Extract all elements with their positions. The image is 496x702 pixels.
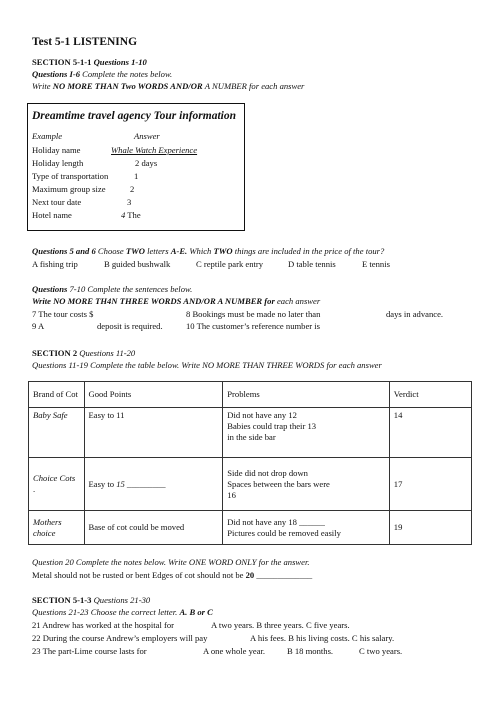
answer-label: Answer [134,131,160,141]
option-d: D table tennis [288,259,336,269]
good-cell [84,458,223,511]
problem-line: Side did not drop down [227,467,308,478]
q20-instruction: Question 20 Complete the notes below. Write ONE WORD ONLY for the answer. [32,557,310,567]
q1-6-word-limit [32,81,304,92]
brand-cell: Baby Safe [29,408,85,458]
example-label: Example [32,131,63,141]
good-blank: _________ [124,478,166,489]
hotel-number: 4 [121,210,126,220]
good-number: 15 [116,478,125,489]
q8-text-end: days in advance. [386,309,444,319]
q5-6-label: Questions 5 and 6 [32,246,96,256]
q23-option-a: A one whole year. [203,646,266,656]
header-problems: Problems [223,382,390,408]
option-e: E tennis [362,259,390,269]
option-b: B guided bushwalk [104,259,171,269]
section-2-heading [32,348,135,359]
q20-number: 20 [245,570,255,580]
problem-line: 16 [227,489,236,500]
q21-23-options: A. B or C [179,607,213,617]
q22-text: 22 During the course Andrew’s employers will pay [32,633,208,643]
q21-text: 21 Andrew has worked at the hospital for [32,620,175,630]
q21-options: A two years. B three years. C five years. [211,620,350,630]
q7-10-word-limit [32,296,320,307]
section-1-heading [32,57,147,68]
q7-10-label: Questions [32,284,68,294]
q23-option-c: C two years. [359,646,403,656]
holiday-length-label: Holiday length [32,158,84,168]
table-row [29,408,472,458]
problems-cell [223,408,390,458]
next-tour-value: 3 [127,197,132,207]
option-a: A fishing trip [32,259,78,269]
problem-line: Babies could trap their 13 [227,421,317,431]
q5-6-text-1: Choose [95,246,126,256]
option-c: C reptile park entry [196,259,264,269]
q5-6-text-3: Which [187,246,214,256]
write-limit: NO MORE THAN Two WORDS AND/OR [50,81,205,91]
transport-label: Type of transportation [32,171,109,181]
brand-cell [29,458,85,511]
q8-text: 8 Bookings must be made no later than [186,309,321,319]
verdict-cell: 14 [389,408,471,458]
table-header-row [29,382,472,408]
section-1-label: SECTION 5-1-1 [32,57,92,67]
brand-cell: Mothers choice [29,511,85,545]
q11-19-instruction: Questions 11-19 Complete the table below. Write NO MORE THAN THREE WORDS for each answer [32,360,382,370]
q22-options: A his fees. B his living costs. C his salary. [250,633,395,643]
q7-10-text: 7-10 Complete the sentences below. [67,284,193,294]
header-good-points: Good Points [84,382,223,408]
q21-23-text: Questions 21-23 Choose the correct letter. [32,607,180,617]
group-size-label: Maximum group size [32,184,106,194]
good-cell: Easy to 11 [84,408,223,458]
q5-6-text-4: things are included in the price of the tour? [232,246,385,256]
transport-value: 1 [134,171,139,181]
group-size-value: 2 [130,184,135,194]
q7-10-limit-rest: each answer [274,296,321,306]
problem-line: in the side bar [227,432,276,442]
problems-cell [223,458,390,511]
write-rest: A NUMBER for each answer [204,81,305,91]
q20-text [32,570,312,581]
q20-blank: _____________ [254,570,313,580]
q1-6-text: Complete the notes below. [80,69,173,79]
q23-text: 23 The part-Lime course lasts for [32,646,147,656]
q7-10-limit: Write NO MORE TH4N THREE WORDS AND/OR A NUMBER for [32,296,275,306]
q7-text: 7 The tour costs $ [32,309,94,319]
q21-23-instruction [32,607,213,618]
holiday-name-label: Holiday name [32,145,81,155]
section-2-questions: Questions 11-20 [77,348,136,358]
section-1-questions: Questions 1-10 [91,57,147,67]
problem-line: Did not have any 18 ______ [227,516,325,527]
problem-line: Did not have any 12 [227,410,297,420]
cot-table [28,381,472,545]
q1-6-label: Questions I-6 [32,69,80,79]
section-3-heading [32,595,150,606]
brand-extra: . [33,484,36,494]
q5-6-two: TWO [125,246,145,256]
problem-line: Spaces between the bars were [227,478,330,489]
header-verdict: Verdict [389,382,471,408]
q1-6-instruction [32,69,172,80]
problem-line: Pictures could be removed easily [227,527,341,538]
q10-text: 10 The customer’s reference number is [186,321,321,331]
q9-text-end: deposit is required. [97,321,163,331]
section-2-label: SECTION 2 [32,348,78,358]
q5-6-instruction [32,246,384,257]
brand-name: Choice Cots [33,473,76,483]
hotel-name-value [121,210,141,221]
q20-line: Metal should not be rusted or bent Edges of cot should not be [32,570,246,580]
problems-cell [223,511,390,545]
q5-6-text-2: letters [144,246,171,256]
tour-info-title: Dreamtime travel agency Tour information [32,110,237,122]
page-title: Test 5-1 LISTENING [32,36,138,48]
verdict-cell: 19 [389,511,471,545]
next-tour-label: Next tour date [32,197,82,207]
q23-option-b: B 18 months. [287,646,334,656]
good-cell: Base of cot could be moved [84,511,223,545]
hotel-text: The [125,210,141,220]
q5-6-ae: A-E. [170,246,188,256]
good-text: Easy to [88,478,117,489]
holiday-length-value: 2 days [135,158,158,168]
section-3-label: SECTION 5-1-3 [32,595,92,605]
table-row [29,511,472,545]
section-3-questions: Questions 21-30 [91,595,151,605]
hotel-name-label: Hotel name [32,210,72,220]
q5-6-two-2: TWO [213,246,233,256]
q9-text: 9 A [32,321,45,331]
write-label: Write [32,81,51,91]
header-brand: Brand of Cot [29,382,85,408]
holiday-name-value: Whale Watch Experience [111,145,198,155]
table-row [29,458,472,511]
verdict-cell: 17 [389,458,471,511]
q7-10-instruction [32,284,192,295]
